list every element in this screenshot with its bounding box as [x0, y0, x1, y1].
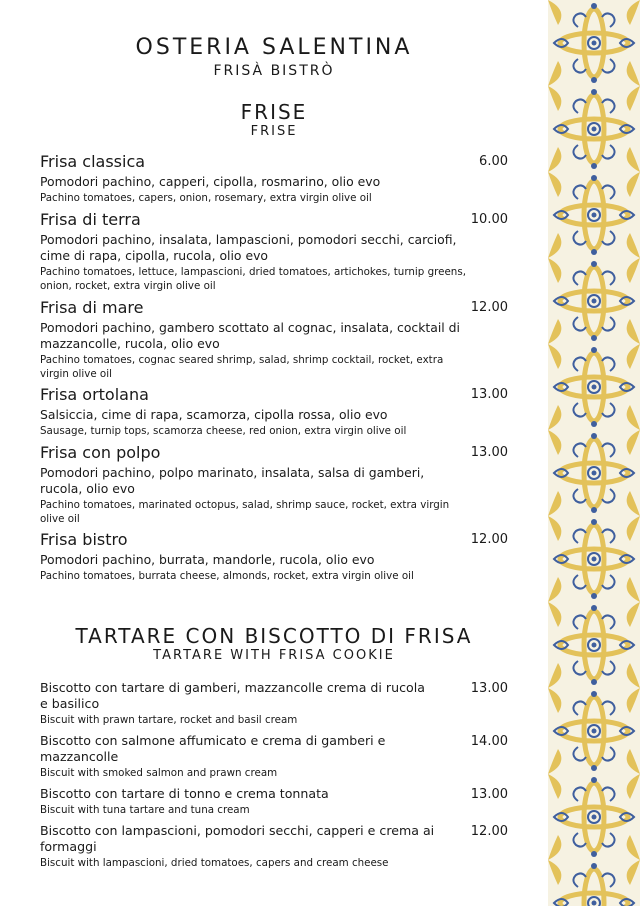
item-name: Frisa ortolana [40, 385, 149, 404]
item-price: 13.00 [470, 445, 508, 460]
item-description-it: Pomodori pachino, polpo marinato, insalata, salsa di gamberi, rucola, olio evo [40, 465, 425, 496]
item-name: Biscotto con salmone affumicato e crema di gamberi e mazzancolle [40, 733, 386, 764]
menu-item [40, 786, 435, 817]
item-description-en: Biscuit with smoked salmon and prawn cream [40, 767, 278, 779]
item-name: Biscotto con lampascioni, pomodori secchi, capperi e crema ai formaggi [40, 823, 435, 854]
item-name: Frisa bistro [40, 530, 128, 549]
item-description-en: Biscuit with lampascioni, dried tomatoes, capers and cream cheese [40, 857, 389, 869]
menu-item [40, 733, 435, 780]
item-description-it: Pomodori pachino, capperi, cipolla, rosmarino, olio evo [40, 174, 381, 189]
item-price: 13.00 [470, 787, 508, 802]
item-price: 6.00 [479, 154, 508, 169]
restaurant-name: OSTERIA SALENTINA [135, 35, 413, 60]
item-price: 12.00 [470, 532, 508, 547]
item-description-en: Sausage, turnip tops, scamorza cheese, red onion, extra virgin olive oil [40, 425, 407, 437]
section-subtitle-tartare: TARTARE WITH FRISA COOKIE [153, 648, 395, 663]
item-description-it: Pomodori pachino, burrata, mandorle, rucola, olio evo [40, 552, 375, 567]
section-subtitle-frise: FRISE [250, 124, 298, 139]
menu-item [40, 530, 470, 583]
item-price: 10.00 [470, 212, 508, 227]
menu-item [40, 443, 470, 526]
menu-item [40, 680, 435, 727]
item-description-en: Biscuit with prawn tartare, rocket and basil cream [40, 714, 298, 726]
item-description-it: Pomodori pachino, gambero scottato al cognac, insalata, cocktail di mazzancolle, rucola, olio evo [40, 320, 460, 351]
item-price: 14.00 [470, 734, 508, 749]
item-description-en: Biscuit with tuna tartare and tuna cream [40, 804, 250, 816]
item-name: Frisa con polpo [40, 443, 161, 462]
decorative-tile-border [548, 0, 640, 906]
menu-item [40, 298, 470, 381]
item-description-en: Pachino tomatoes, lettuce, lampascioni, dried tomatoes, artichokes, turnip greens, onion, rocket, extra virgin olive oil [40, 266, 466, 292]
item-description-en: Pachino tomatoes, burrata cheese, almonds, rocket, extra virgin olive oil [40, 570, 414, 582]
item-description-en: Pachino tomatoes, cognac seared shrimp, salad, shrimp cocktail, rocket, extra virgin olive oil [40, 354, 444, 380]
item-price: 13.00 [470, 387, 508, 402]
item-name: Frisa di mare [40, 298, 144, 317]
section-title-tartare: TARTARE CON BISCOTTO DI FRISA [75, 624, 473, 648]
section-title-frise: FRISE [240, 100, 308, 124]
item-name: Frisa di terra [40, 210, 141, 229]
item-description-it: Pomodori pachino, insalata, lampascioni, pomodori secchi, carciofi, cime di rapa, cipolla, rucola, olio evo [40, 232, 457, 263]
item-name: Biscotto con tartare di tonno e crema tonnata [40, 786, 329, 801]
item-description-it: Salsiccia, cime di rapa, scamorza, cipolla rossa, olio evo [40, 407, 388, 422]
item-description-en: Pachino tomatoes, marinated octopus, salad, shrimp sauce, rocket, extra virgin olive oil [40, 499, 450, 525]
menu-item [40, 152, 470, 205]
menu-item [40, 210, 470, 293]
item-name: Biscotto con tartare di gamberi, mazzancolle crema di rucola e basilico [40, 680, 425, 711]
restaurant-subtitle: FRISÀ BISTRÒ [213, 63, 335, 79]
item-price: 12.00 [470, 824, 508, 839]
item-price: 13.00 [470, 681, 508, 696]
item-name: Frisa classica [40, 152, 146, 171]
menu-item [40, 385, 470, 438]
item-price: 12.00 [470, 300, 508, 315]
item-description-en: Pachino tomatoes, capers, onion, rosemary, extra virgin olive oil [40, 192, 372, 204]
menu-item [40, 823, 435, 870]
tile-pattern-icon [548, 0, 640, 906]
